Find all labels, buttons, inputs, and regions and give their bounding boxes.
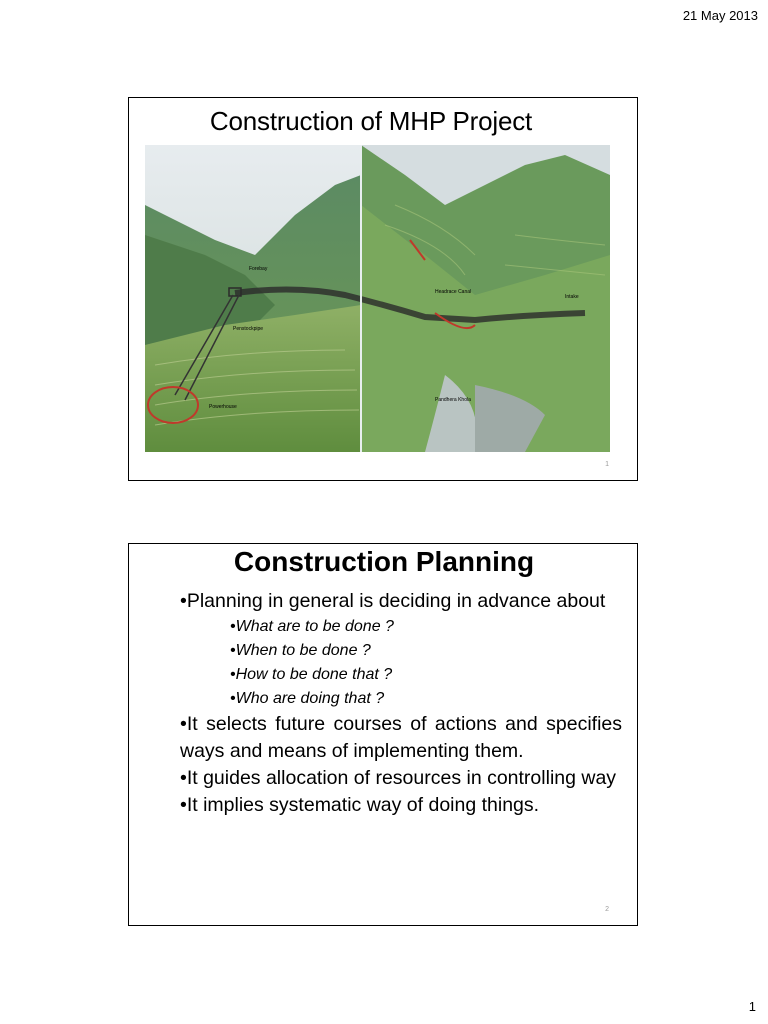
slide-body (180, 588, 622, 819)
sub-item: •What are to be done ? (230, 618, 394, 635)
bullet-item: •It implies systematic way of doing things. (180, 794, 540, 816)
sub-list (180, 615, 622, 711)
bullet-item: •It selects future courses of actions and specifies ways and means of implementing them. (180, 713, 622, 762)
label-river: Pandhera Khola (435, 397, 471, 403)
label-headrace: Headrace Canal (435, 289, 472, 295)
slide-title: Construction of MHP Project (209, 106, 533, 136)
bullet-intro: •Planning in general is deciding in advance about (180, 590, 606, 612)
sub-item: •How to be done that ? (230, 666, 393, 683)
slide-2 (128, 543, 638, 926)
slide-number: 2 (605, 906, 609, 913)
sub-item: •Who are doing that ? (230, 690, 385, 707)
sub-item: •When to be done ? (230, 642, 371, 659)
site-photo (145, 145, 610, 452)
page-number: 1 (748, 999, 756, 1014)
label-powerhouse: Powerhouse (209, 404, 237, 410)
label-intake: Intake (565, 294, 579, 300)
slide-number: 1 (605, 461, 609, 468)
slide-1 (128, 97, 638, 481)
label-forebay: Forebay (249, 266, 268, 272)
label-penstock: Penstockpipe (233, 326, 264, 332)
header-date: 21 May 2013 (682, 8, 758, 23)
slide-title: Construction Planning (233, 546, 535, 577)
bullet-item: •It guides allocation of resources in controlling way (180, 767, 617, 789)
